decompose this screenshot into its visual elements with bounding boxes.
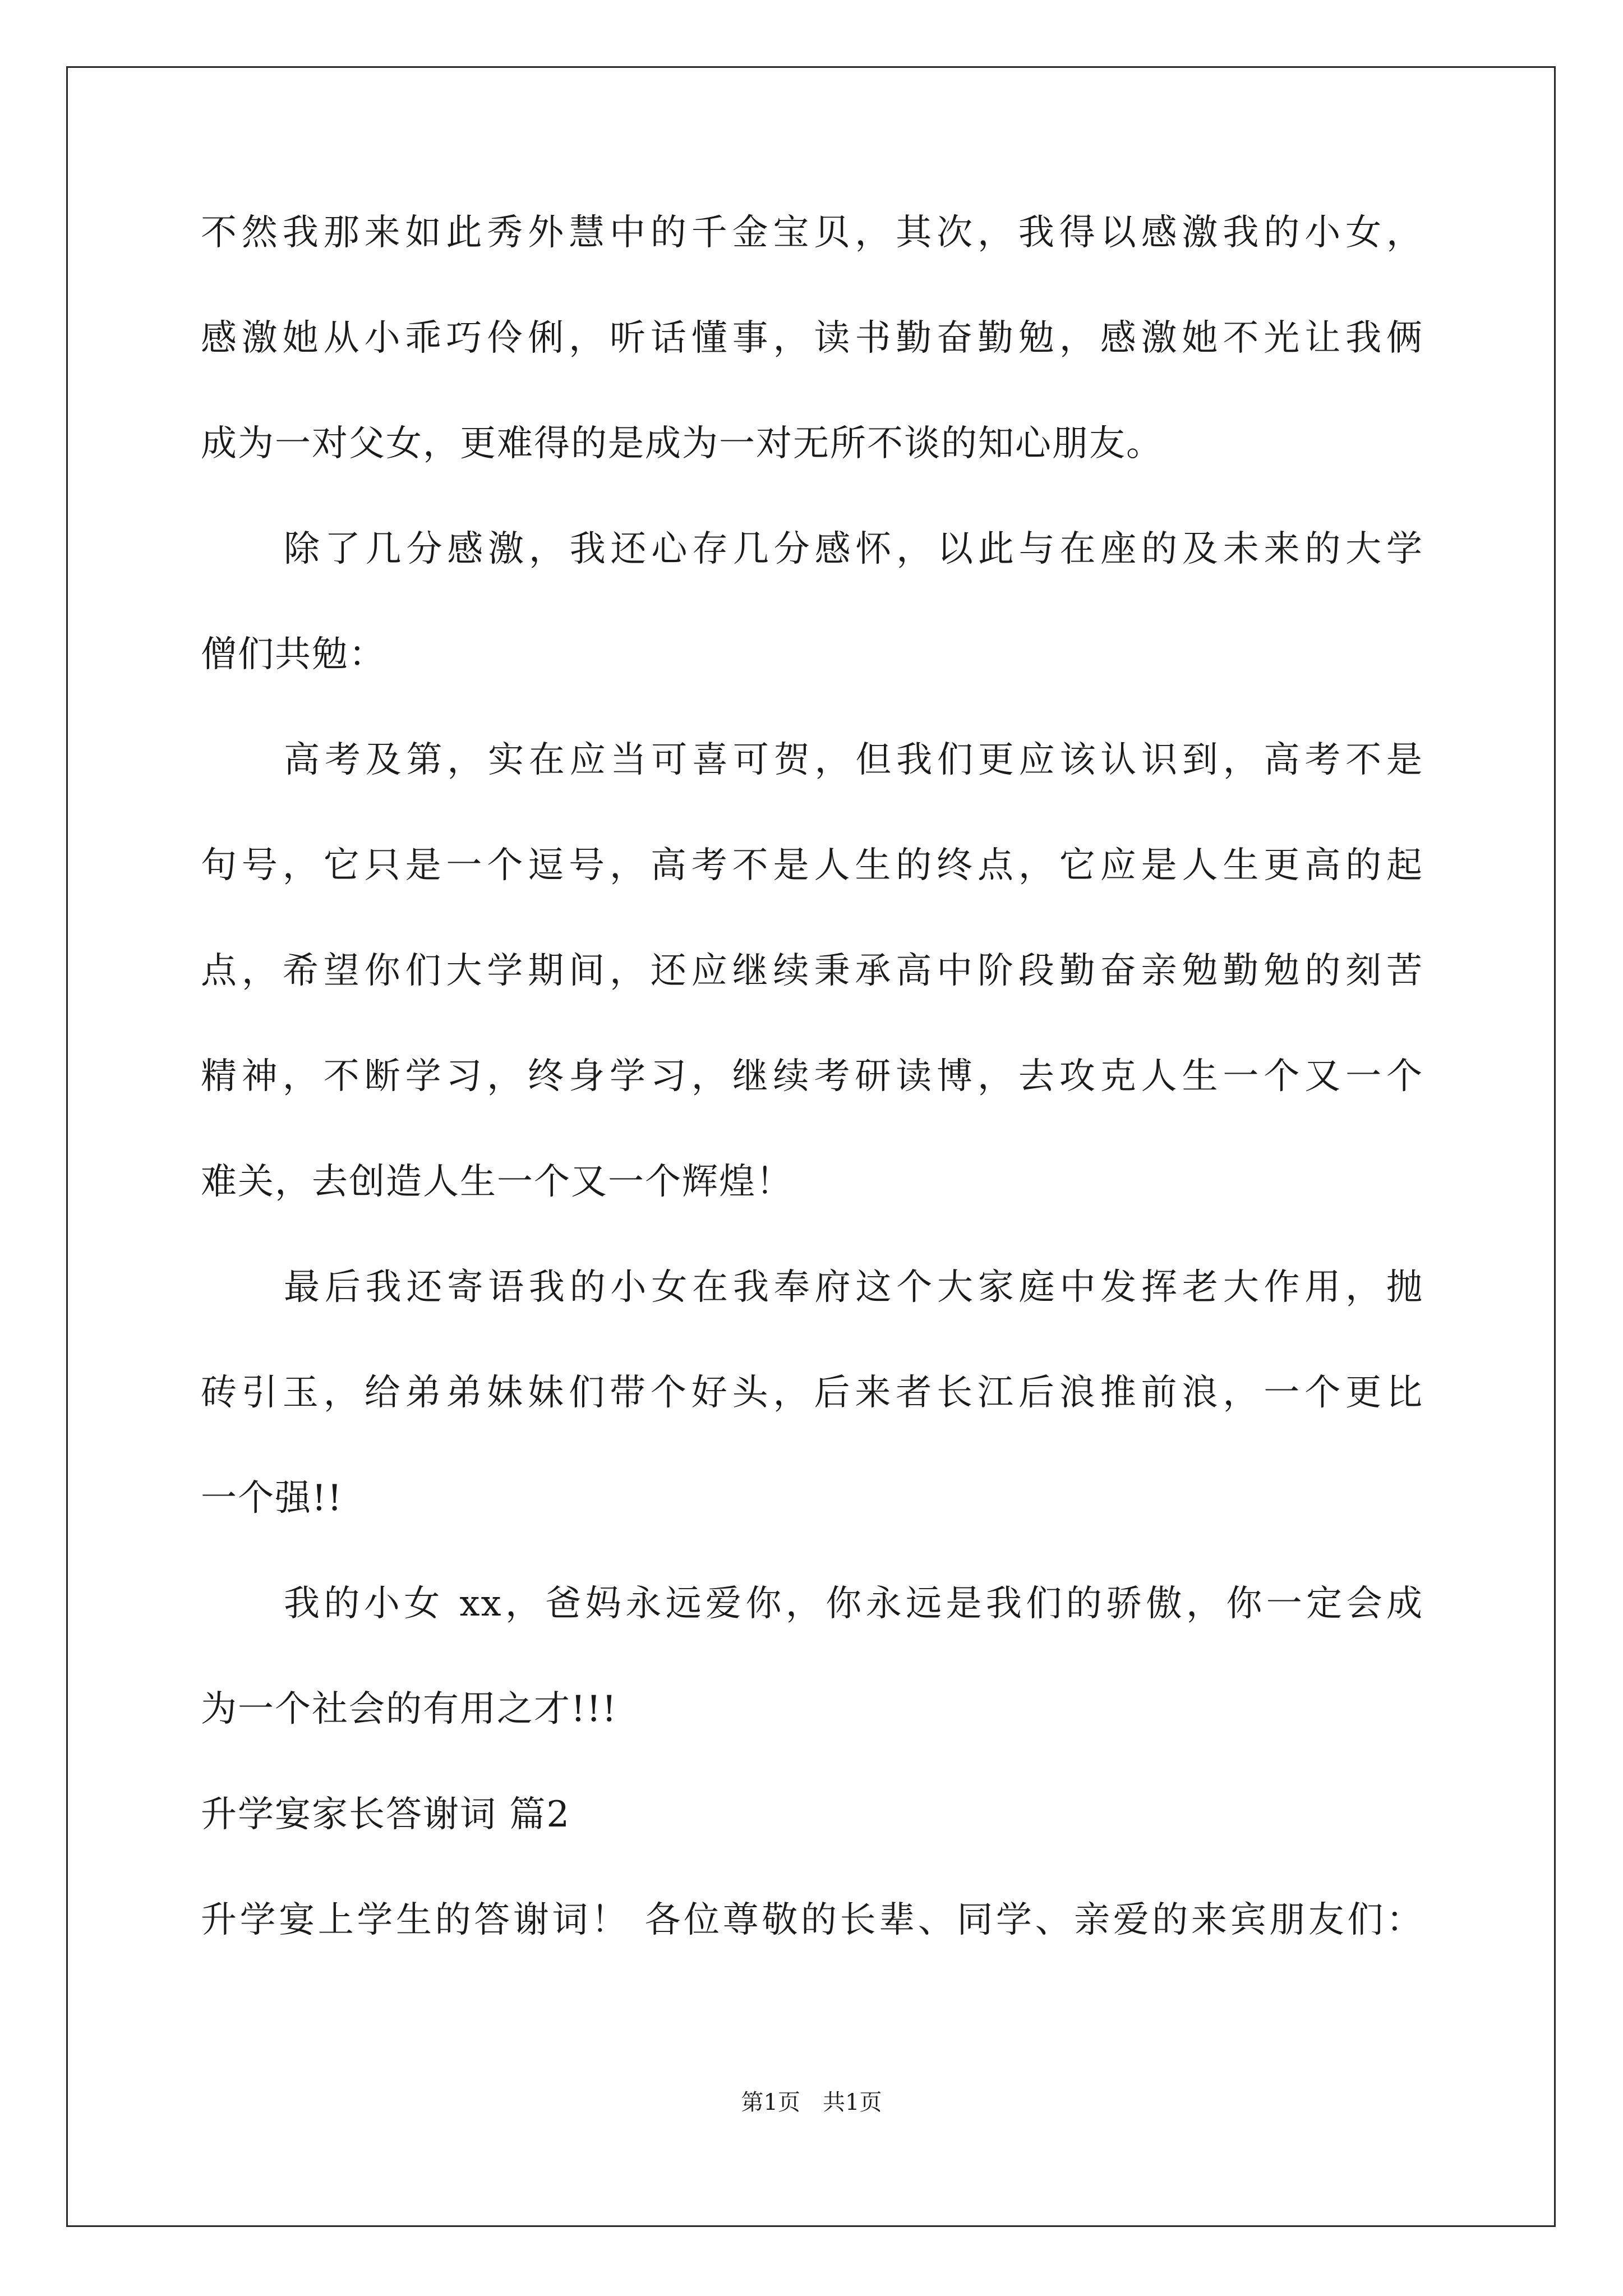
paragraph-line: 高考及第，实在应当可喜可贺，但我们更应该认识到，高考不是 — [284, 739, 1423, 781]
section-heading: 升学宴家长答谢词 篇2 — [201, 1794, 571, 1835]
paragraph-line: 我的小女 xx，爸妈永远爱你，你永远是我们的骄傲，你一定会成 — [284, 1583, 1423, 1625]
paragraph-line: 句号，它只是一个逗号，高考不是人生的终点，它应是人生更高的起 — [201, 845, 1423, 886]
paragraph-line: 升学宴上学生的答谢词！ 各位尊敬的长辈、同学、亲爱的来宾朋友们： — [201, 1899, 1423, 1941]
page-total: 共1页 — [823, 2090, 882, 2115]
paragraph-line: 点，希望你们大学期间，还应继续秉承高中阶段勤奋亲勉勤勉的刻苦 — [201, 950, 1423, 992]
paragraph-line: 砖引玉，给弟弟妹妹们带个好头，后来者长江后浪推前浪，一个更比 — [201, 1372, 1423, 1414]
paragraph-line: 最后我还寄语我的小女在我奉府这个大家庭中发挥老大作用，抛 — [284, 1267, 1423, 1308]
paragraph-line: 不然我那来如此秀外慧中的千金宝贝，其次，我得以感激我的小女， — [201, 212, 1423, 254]
paragraph-line: 一个强!! — [201, 1478, 343, 1519]
paragraph-line: 难关，去创造人生一个又一个辉煌！ — [201, 1161, 793, 1203]
page-footer — [0, 2086, 1623, 2119]
paragraph-line: 成为一对父女，更难得的是成为一对无所不谈的知心朋友。 — [201, 423, 1163, 464]
paragraph-line: 除了几分感激，我还心存几分感怀，以此与在座的及未来的大学 — [284, 528, 1423, 570]
paragraph-line: 感激她从小乖巧伶俐，听话懂事，读书勤奋勤勉，感激她不光让我俩 — [201, 318, 1423, 359]
page-number: 第1页 — [741, 2090, 800, 2115]
paragraph-line: 僧们共勉： — [201, 634, 386, 675]
paragraph-line: 精神，不断学习，终身学习，继续考研读博，去攻克人生一个又一个 — [201, 1056, 1423, 1097]
paragraph-line: 为一个社会的有用之才!!! — [201, 1688, 618, 1730]
